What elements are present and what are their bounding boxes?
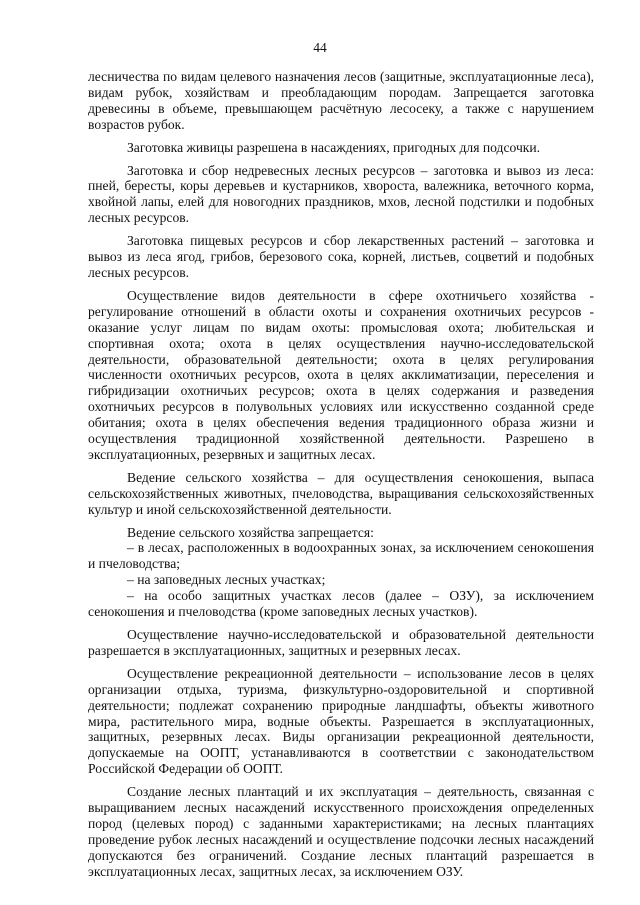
list-item-reserved-plots: – на заповедных лесных участках;	[127, 572, 326, 588]
paragraph-agriculture-prohibited: Ведение сельского хозяйства запрещается:	[127, 524, 374, 540]
paragraph-non-timber-resources: Заготовка и сбор недревесных лесных ресурсов – заготовка и вывоз из леса: пней, бересты, коры деревьев и кустарников, хвороста, валежника, веточного корма, хвойной лапы, елей для новогодних праздников, мхов, лесной подстилки и подобных лесных ресурсов.	[88, 162, 594, 226]
paragraph-food-resources: Заготовка пищевых ресурсов и сбор лекарственных растений – заготовка и вывоз из леса ягод, грибов, березового сока, корней, листьев, соцветий и подобных лесных ресурсов.	[88, 233, 594, 280]
paragraph-research-education: Осуществление научно-исследовательской и образовательной деятельности разрешается в эксплуатационных, защитных и резервных лесах.	[88, 627, 594, 658]
paragraph-resin-harvesting: Заготовка живицы разрешена в насаждениях, пригодных для подсочки.	[127, 139, 541, 155]
body-text	[88, 69, 594, 887]
list-item-water-protection-zones: – в лесах, расположенных в водоохранных зонах, за исключением сенокошения и пчеловодства;	[88, 540, 594, 572]
page-number: 44	[313, 40, 327, 55]
list-item-special-protection-plots: – на особо защитных участках лесов (далее – ОЗУ), за исключением сенокошения и пчеловодства (кроме заповедных лесных участков).	[88, 588, 594, 620]
paragraph-recreation: Осуществление рекреационной деятельности – использование лесов в целях организации отдыха, туризма, физкультурно-оздоровительной и спортивной деятельности; подлежат сохранению природные ландшафты, объекты животного мира, растительного мира, водные объекты. Разрешается в эксплуатационных, защитных, резервных лесах. Виды организации рекреационной деятельности, допускаемые на ООПТ, устанавливаются в соответствии с законодательством Российской Федерации об ООПТ.	[88, 665, 594, 777]
paragraph-hunting: Осуществление видов деятельности в сфере охотничьего хозяйства - регулирование отношений в области охоты и сохранения охотничьих ресурсов - оказание услуг лицам по видам охоты: промысловая охота; любительская и спортивная охота; охота в целях осуществления научно-исследовательской деятельности, образовательной деятельности; охота в целях регулирования численности охотничьих ресурсов, охота в целях акклиматизации, переселения и гибридизации охотничьих ресурсов; охота в целях содержания и разведения охотничьих ресурсов в полувольных условиях или искусственно созданной среде обитания; охота в целях обеспечения ведения традиционного образа жизни и осуществления традиционной хозяйственной деятельности. Разрешено в эксплуатационных, резервных и защитных лесах.	[88, 287, 594, 462]
paragraph-forest-plantations: Создание лесных плантаций и их эксплуатация – деятельность, связанная с выращиванием лесных насаждений искусственного происхождения определенных пород (целевых пород) с заданными характеристиками; на лесных плантациях проведение рубок лесных насаждений и осуществление подсочки лесных насаждений допускаются без ограничений. Создание лесных плантаций разрешается в эксплуатационных лесах, защитных лесах, за исключением ОЗУ.	[88, 784, 594, 879]
paragraph-logging-continuation: лесничества по видам целевого назначения лесов (защитные, эксплуатационные леса), видам рубок, хозяйствам и преобладающим породам. Запрещается заготовка древесины в объеме, превышающем расчётную лесосеку, а также с нарушением возрастов рубок.	[88, 69, 594, 132]
paragraph-agriculture: Ведение сельского хозяйства – для осуществления сенокошения, выпаса сельскохозяйственных животных, пчеловодства, выращивания сельскохозяйственных культур и иной сельскохозяйственной деятельности.	[88, 469, 594, 517]
